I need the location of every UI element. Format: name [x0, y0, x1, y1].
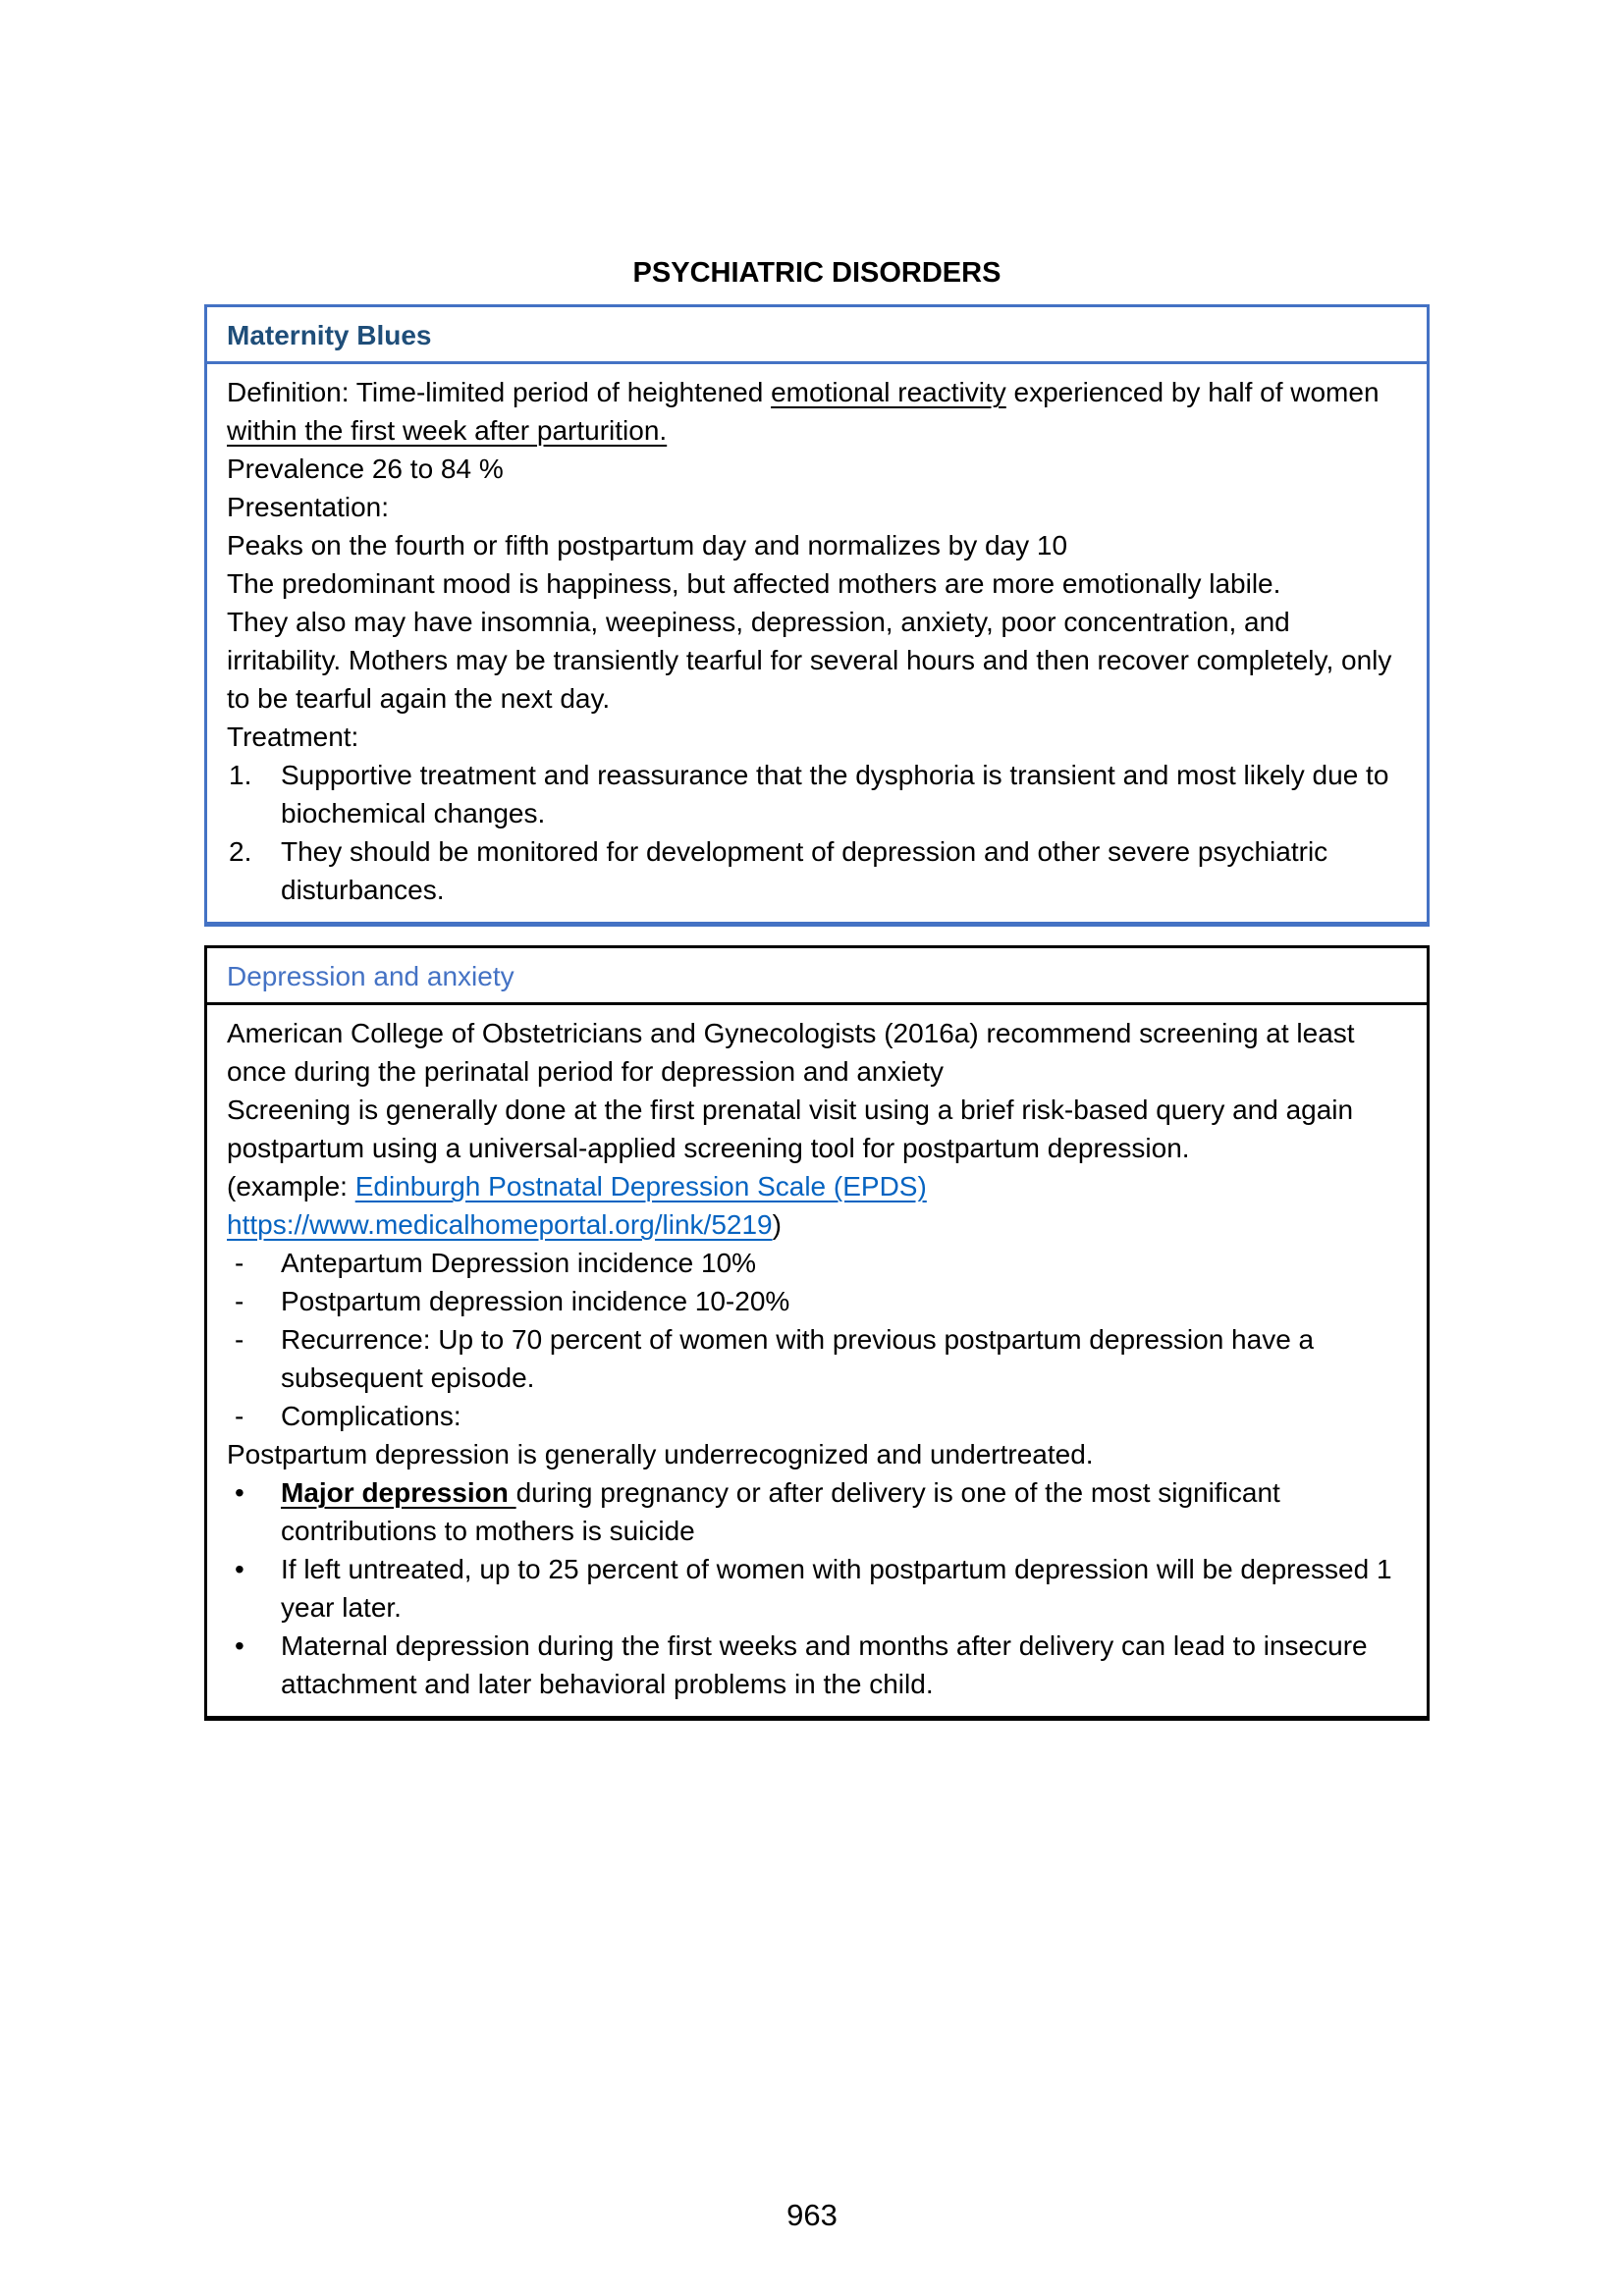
presentation-paragraph: The predominant mood is happiness, but affected mothers are more emotionally labile. — [227, 568, 1281, 599]
incidence-list — [227, 1244, 1407, 1435]
list-item: - Recurrence: Up to 70 percent of women with previous postpartum depression have a subsequent episode. — [227, 1320, 1407, 1397]
treatment-label: Treatment: — [227, 721, 359, 752]
complications-paragraph: Postpartum depression is generally underrecognized and undertreated. — [227, 1439, 1094, 1469]
screening-paragraph: American College of Obstetricians and Gynecologists (2016a) recommend screening at least once during the perinatal period for depression and anxiety — [227, 1018, 1355, 1087]
epds-link[interactable]: Edinburgh Postnatal Depression Scale (EPDS) — [354, 1171, 927, 1201]
text-segment: (example: — [227, 1171, 355, 1201]
page-content — [204, 0, 1430, 1721]
medicalhomeportal-link[interactable]: https://www.medicalhomeportal.org/link/5219 — [227, 1209, 773, 1240]
underlined-text-segment: within the first week after parturition. — [227, 415, 668, 446]
maternity-blues-body — [207, 364, 1427, 922]
text-segment: experienced by half of women — [1005, 377, 1380, 407]
maternity-blues-header: Maternity Blues — [207, 307, 1427, 364]
list-item: They should be monitored for development of depression and other severe psychiatric disturbances. — [281, 836, 1328, 905]
definition-paragraph — [227, 373, 1407, 450]
maternity-blues-section — [204, 304, 1430, 927]
presentation-label: Presentation: — [227, 492, 389, 522]
text-segment: Definition: Time-limited period of heightened — [227, 377, 772, 407]
page-title: PSYCHIATRIC DISORDERS — [632, 257, 1001, 289]
list-item: • If left untreated, up to 25 percent of women with postpartum depression will be depressed 1 year later. — [227, 1550, 1407, 1627]
depression-anxiety-body — [207, 1005, 1427, 1716]
screening-paragraph: Screening is generally done at the first prenatal visit using a brief risk-based query and again postpartum using a universal-applied screening tool for postpartum depression. — [227, 1095, 1354, 1163]
emphasized-text-segment: Major depression — [281, 1477, 516, 1508]
list-item: - Complications: — [227, 1397, 1407, 1435]
list-item: • Maternal depression during the first weeks and months after delivery can lead to insecure attachment and later behavioral problems in the child. — [227, 1627, 1407, 1703]
treatment-list — [227, 756, 1407, 909]
presentation-paragraph: Peaks on the fourth or fifth postpartum day and normalizes by day 10 — [227, 530, 1068, 561]
text-segment: during pregnancy or after delivery is one of the most significant contributions to mothers is suicide — [281, 1477, 1280, 1546]
text-segment: ) — [772, 1209, 782, 1240]
depression-anxiety-header: Depression and anxiety — [207, 948, 1427, 1005]
list-item: - Antepartum Depression incidence 10% — [227, 1244, 1407, 1282]
page-number: 963 — [786, 2198, 838, 2232]
complications-list — [227, 1473, 1407, 1703]
presentation-paragraph: They also may have insomnia, weepiness, depression, anxiety, poor concentration, and irritability. Mothers may be transiently tearful for several hours and then recover completely, only to be tearful again the next day. — [227, 607, 1392, 714]
list-item: - Postpartum depression incidence 10-20% — [227, 1282, 1407, 1320]
underlined-text-segment: emotional reactivity — [771, 377, 1006, 407]
depression-anxiety-section — [204, 945, 1430, 1721]
list-item — [227, 1473, 1407, 1550]
prevalence-paragraph: Prevalence 26 to 84 % — [227, 454, 504, 484]
list-item: Supportive treatment and reassurance that the dysphoria is transient and most likely due to biochemical changes. — [281, 760, 1389, 828]
example-paragraph — [227, 1167, 1407, 1244]
